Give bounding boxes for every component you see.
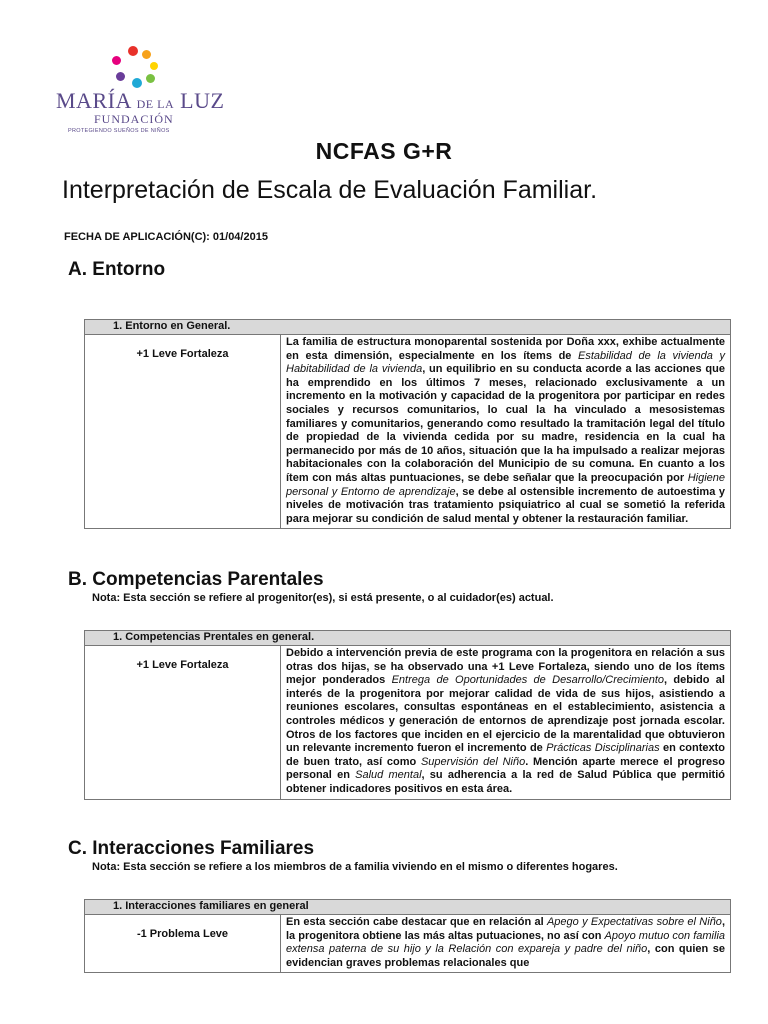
text-run: La familia de estructura monoparental sostenida por Doña xxx, exhibe actualmente en esta dimensión, especialmente en los ítems de [286, 336, 725, 362]
logo-dot [150, 62, 158, 70]
section-heading-a: A. Entorno [68, 259, 166, 280]
italic-term: Supervisión del Niño [420, 755, 526, 768]
table-header: 1. Entorno en General. [85, 320, 731, 335]
italic-term: Apoyo mutuo con familia extensa paterna de su hijo y la Relación con expareja y padre del niño [286, 929, 726, 956]
logo-dot [142, 50, 151, 59]
text-run: , la progenitora obtiene las más altas putuaciones, no así con [286, 916, 725, 942]
score-cell: -1 Problema Leve [85, 915, 281, 973]
text-run: En esta sección cabe destacar que en relación al [286, 916, 547, 928]
fecha-aplicacion: FECHA DE APLICACIÓN(C): 01/04/2015 [64, 231, 268, 243]
italic-term: Estabilidad de la vivienda y Habitabilidad de la vivienda [286, 349, 725, 376]
logo-dot [112, 56, 121, 65]
document-title: NCFAS G+R [315, 138, 453, 164]
logo-name: MARÍA DE LA LUZ [56, 88, 225, 113]
text-run: Debido a intervención previa de este programa con la progenitora en relación a sus otras dos hijas, se ha observado una +1 Leve Fortaleza, siendo uno de los ítems mejor ponderados [286, 647, 725, 687]
text-run: , un equilibrio en su conducta acorde a las acciones que ha emprendido en los últimos 7 meses, relacionado exclusivamente a un incremento en la motivación y capacidad de la progenitora por participar en redes sociales y recursos comunitarios, lo cual la ha vinculado a mesosistemas familiares y comunitarios, generando como resultado la tramitación legal del título de propiedad de la vivienda cedida por su madre, residencia en la cual ha permanecido por más de 10 años, situación que la ha impulsado a realizar mejoras habitacionales con la colaboración del Municipio de su comuna. En cuanto a los ítem con más altas puntuaciones, se debe señalar que la preocupación por [286, 363, 725, 484]
logo-tagline: PROTEGIENDO SUEÑOS DE NIÑOS [68, 128, 170, 134]
score-cell: +1 Leve Fortaleza [85, 335, 281, 529]
fundacion-logo [56, 44, 225, 136]
logo-dot [116, 72, 125, 81]
section-heading-c: C. Interacciones Familiares [68, 838, 315, 859]
section-heading-b: B. Competencias Parentales [68, 569, 324, 590]
table-header: 1. Competencias Prentales en general. [85, 631, 731, 646]
description-cell [281, 915, 731, 973]
logo-dots-icon [106, 46, 166, 90]
italic-term: Salud mental [355, 769, 422, 782]
section-table-a [84, 319, 731, 529]
description-cell [281, 646, 731, 800]
text-run: . Mención aparte merece el progreso personal en [286, 755, 725, 782]
italic-term: Apego y Expectativas sobre el Niño [546, 916, 722, 928]
document-subtitle: Interpretación de Escala de Evaluación Familiar. [62, 176, 598, 204]
italic-term: Higiene personal y Entorno de aprendizaje [286, 471, 725, 498]
italic-term: Entrega de Oportunidades de Desarrollo/Crecimiento [391, 674, 664, 687]
text-run: en contexto de buen trato, así como [286, 742, 725, 768]
text-run: , su adherencia a la red de Salud Pública que permitió obtener indicadores positivos en esta área. [286, 769, 725, 795]
table-header: 1. Interacciones familiares en general [85, 900, 731, 915]
logo-dot [146, 74, 155, 83]
logo-dot [128, 46, 138, 56]
logo-fundacion: FUNDACIÓN [94, 112, 174, 126]
text-run: , con quien se evidencian graves problemas relacionales que [286, 943, 725, 969]
section-note-c: Nota: Esta sección se refiere a los miembros de a familia viviendo en el mismo o diferentes hogares. [92, 861, 618, 873]
score-cell: +1 Leve Fortaleza [85, 646, 281, 800]
section-table-b [84, 630, 731, 800]
logo-dot [132, 78, 142, 88]
italic-term: Prácticas Disciplinarias [546, 742, 660, 755]
text-run: , se debe al ostensible incremento de autoestima y niveles de motivación tras tratamiento psiquiatrico al cual se sometió la referida para mejorar su condición de salud mental y obtener la restauración familiar. [286, 485, 726, 525]
description-cell [281, 335, 731, 529]
section-note-b: Nota: Esta sección se refiere al progenitor(es), si está presente, o al cuidador(es) actual. [92, 592, 554, 604]
section-table-c [84, 899, 731, 973]
text-run: , debido al interés de la progenitora por mejorar calidad de vida de sus hijos, asistiendo a reuniones escolares, consultas espontáneas en el establecimiento, asistencia a controles médicos y generación de entornos de aprendizaje post jornada escolar. Otros de los factores que inciden en el ejercicio de la marentalidad que obtuvieron un relevante incremento fueron el incremento de [286, 674, 725, 755]
